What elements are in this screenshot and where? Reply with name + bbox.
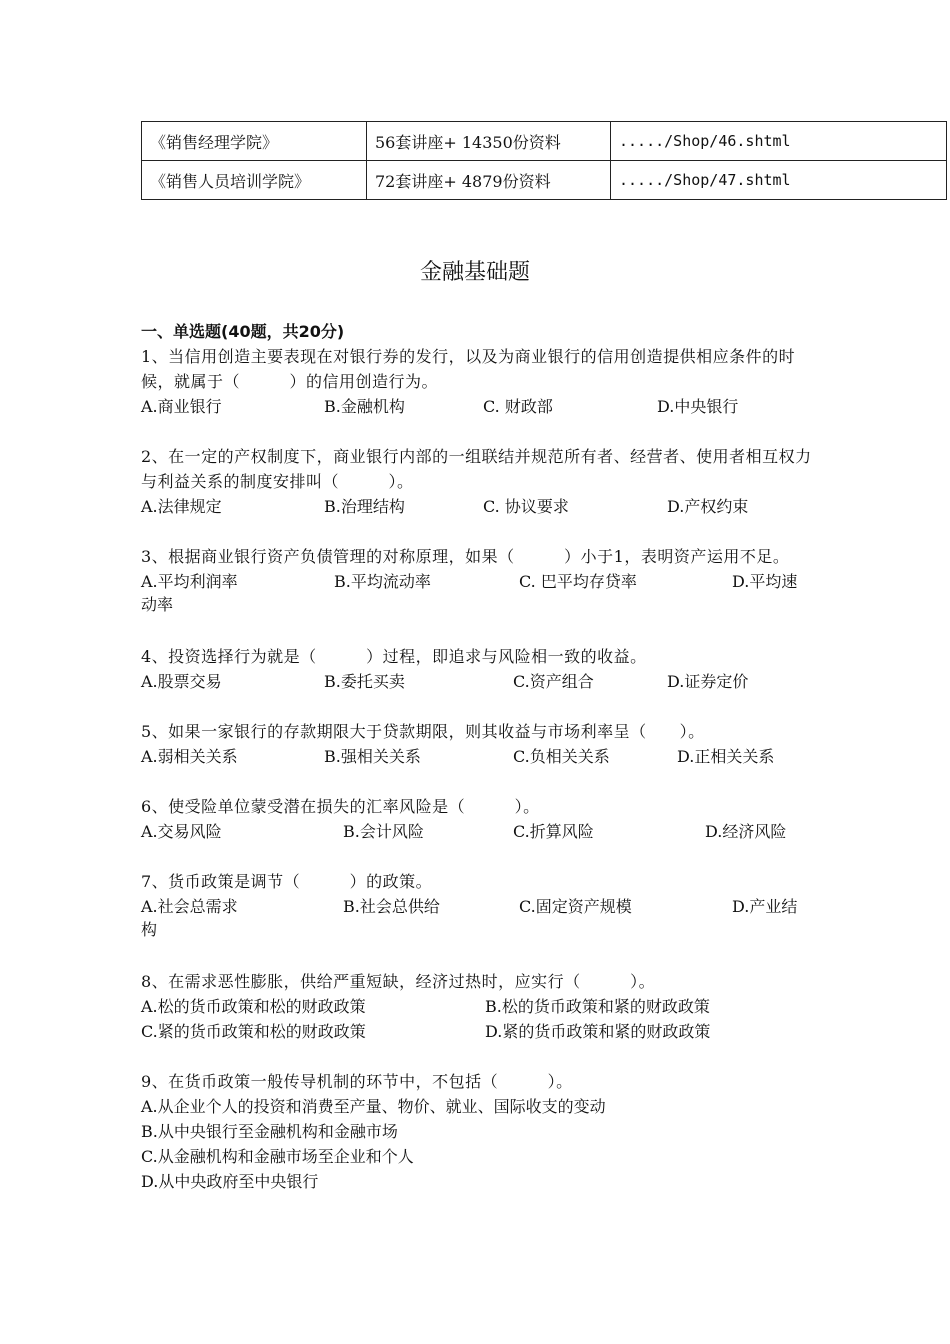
options-row <box>141 994 821 1019</box>
option-c: C. 巴平均存贷率 <box>519 572 637 591</box>
option-d: D.产权约束 <box>667 497 749 516</box>
option-d: D.产业结构 <box>141 897 798 939</box>
option-b: B.治理结构 <box>324 497 405 516</box>
option-a: A.股票交易 <box>141 672 222 691</box>
course-name-cell: 《销售人员培训学院》 <box>142 161 367 200</box>
option-c: C.折算风险 <box>513 822 594 841</box>
question-item <box>141 344 821 419</box>
question-stem: 7、货币政策是调节（ ）的政策。 <box>141 872 433 891</box>
question-item <box>141 719 821 769</box>
question-item <box>141 794 821 844</box>
option-a: A.平均利润率 <box>141 572 238 591</box>
options-row <box>141 394 821 419</box>
options-row <box>141 744 821 769</box>
option-a: A.法律规定 <box>141 497 222 516</box>
question-stem: 9、在货币政策一般传导机制的环节中，不包括（ ）。 <box>141 1072 573 1091</box>
option-a: A.社会总需求 <box>141 897 238 916</box>
option-d: D.证券定价 <box>667 672 749 691</box>
option-d: D.从中央政府至中央银行 <box>141 1172 319 1191</box>
question-stem: 3、根据商业银行资产负债管理的对称原理，如果（ ）小于1，表明资产运用不足。 <box>141 547 790 566</box>
course-name-cell: 《销售经理学院》 <box>142 122 367 161</box>
question-item <box>141 969 821 1044</box>
option-c: C.负相关关系 <box>513 747 610 766</box>
option-b: B.委托买卖 <box>324 672 405 691</box>
catalog-table <box>141 121 947 200</box>
question-item <box>141 644 821 694</box>
option-a: A.商业银行 <box>141 397 222 416</box>
document-title: 金融基础题 <box>419 260 530 285</box>
option-a: A.交易风险 <box>141 822 222 841</box>
course-link-cell[interactable]: ...../Shop/47.shtml <box>611 161 947 200</box>
option-b: B.金融机构 <box>324 397 405 416</box>
option-d: D.经济风险 <box>705 822 787 841</box>
option-d: D.正相关关系 <box>677 747 775 766</box>
option-b: B.会计风险 <box>343 822 424 841</box>
course-content-cell: 72套讲座+ 4879份资料 <box>367 161 611 200</box>
question-stem: 8、在需求恶性膨胀，供给严重短缺，经济过热时，应实行（ ）。 <box>141 972 656 991</box>
option-a: A.从企业个人的投资和消费至产量、物价、就业、国际收支的变动 <box>141 1097 606 1116</box>
question-item <box>141 869 821 944</box>
option-d: D.中央银行 <box>657 397 739 416</box>
option-c: C.从金融机构和金融市场至企业和个人 <box>141 1147 414 1166</box>
course-link-cell[interactable]: ...../Shop/46.shtml <box>611 122 947 161</box>
option-a: A.松的货币政策和松的财政政策 <box>141 997 366 1016</box>
option-b: B.强相关关系 <box>324 747 421 766</box>
question-item <box>141 1069 821 1194</box>
option-a: A.弱相关关系 <box>141 747 238 766</box>
option-b: B.松的货币政策和紧的财政政策 <box>485 997 710 1016</box>
options-row <box>141 819 821 844</box>
section-heading: 一、单选题(40题，共20分) <box>141 322 345 341</box>
option-d: D.平均速动率 <box>141 572 798 614</box>
option-b: B.从中央银行至金融机构和金融市场 <box>141 1122 398 1141</box>
question-stem: 2、在一定的产权制度下，商业银行内部的一组联结并规范所有者、经营者、使用者相互权力与利益关系的制度安排叫（ ）。 <box>141 447 812 491</box>
table-row <box>142 122 947 161</box>
table-row <box>142 161 947 200</box>
question-item <box>141 444 821 519</box>
option-c: C.固定资产规模 <box>519 897 632 916</box>
course-content-cell: 56套讲座+ 14350份资料 <box>367 122 611 161</box>
question-item <box>141 544 821 619</box>
question-list <box>141 344 821 1194</box>
option-c: C. 财政部 <box>483 397 553 416</box>
option-d: D.紧的货币政策和紧的财政政策 <box>485 1022 711 1041</box>
options-row <box>141 494 821 519</box>
option-c: C. 协议要求 <box>483 497 569 516</box>
options-row <box>141 1019 821 1044</box>
option-b: B.平均流动率 <box>334 572 431 591</box>
question-stem: 5、如果一家银行的存款期限大于贷款期限，则其收益与市场利率呈（ ）。 <box>141 722 705 741</box>
options-row <box>141 894 821 944</box>
option-b: B.社会总供给 <box>343 897 440 916</box>
question-stem: 4、投资选择行为就是（ ）过程，即追求与风险相一致的收益。 <box>141 647 647 666</box>
question-stem: 1、当信用创造主要表现在对银行券的发行，以及为商业银行的信用创造提供相应条件的时候，就属于（ ）的信用创造行为。 <box>141 347 796 391</box>
options-row <box>141 569 821 619</box>
options-row <box>141 669 821 694</box>
option-c: C.紧的货币政策和松的财政政策 <box>141 1022 366 1041</box>
option-c: C.资产组合 <box>513 672 594 691</box>
question-stem: 6、使受险单位蒙受潜在损失的汇率风险是（ ）。 <box>141 797 540 816</box>
